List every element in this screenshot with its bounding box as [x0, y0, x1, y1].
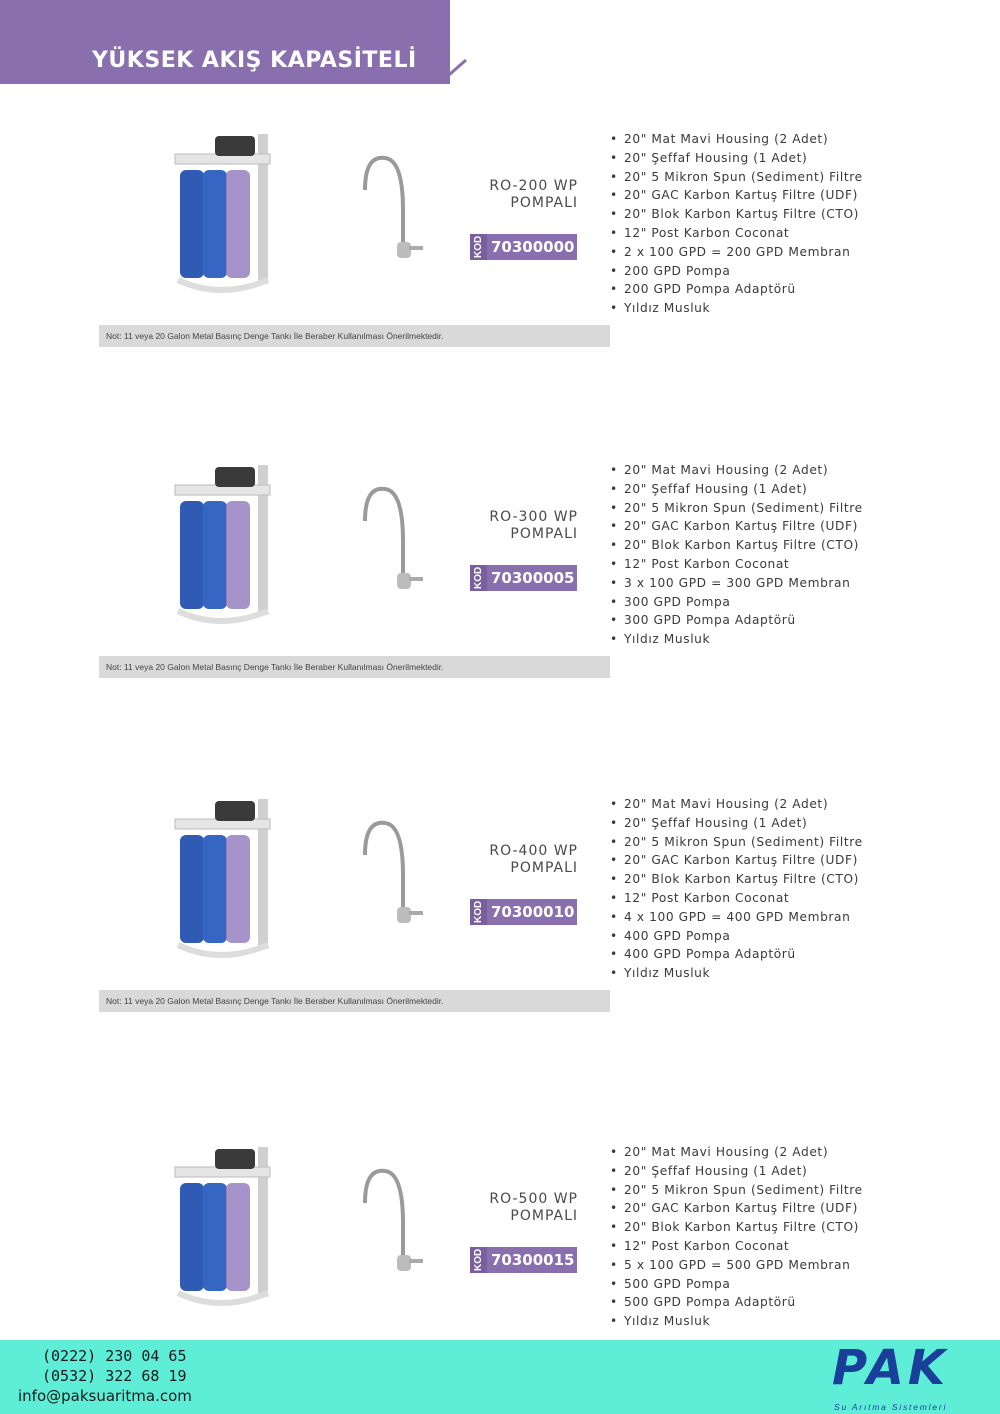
- list-item: • 200 GPD Pompa Adaptörü: [610, 282, 796, 297]
- list-item: • 2 x 100 GPD = 200 GPD Membran: [610, 244, 851, 259]
- usage-note: Not: 11 veya 20 Galon Metal Basınç Denge Tankı İle Beraber Kullanılması Önerilmektedir.: [99, 990, 610, 1012]
- model-name: RO-500 WP POMPALI: [489, 1191, 578, 1224]
- list-item: • 20" Şeffaf Housing (1 Adet): [610, 481, 808, 496]
- list-item: • 20" GAC Karbon Kartuş Filtre (UDF): [610, 853, 858, 868]
- contact-info: [18, 1346, 192, 1406]
- product-code: 70300000: [491, 238, 575, 256]
- usage-note: Not: 11 veya 20 Galon Metal Basınç Denge Tankı İle Beraber Kullanılması Önerilmektedir.: [99, 656, 610, 678]
- model-name: RO-200 WP POMPALI: [489, 178, 578, 211]
- list-item: • 20" Şeffaf Housing (1 Adet): [610, 1163, 808, 1178]
- list-item: • 300 GPD Pompa Adaptörü: [610, 613, 796, 628]
- faucet-image: [355, 815, 435, 930]
- product-code: 70300015: [491, 1251, 575, 1269]
- product-code-badge: KOD 70300005: [470, 565, 577, 591]
- list-item: • 20" Blok Karbon Kartuş Filtre (CTO): [610, 538, 859, 553]
- list-item: • 20" Mat Mavi Housing (2 Adet): [610, 132, 829, 146]
- product-block-3: [0, 795, 1000, 1025]
- list-item: • 20" 5 Mikron Spun (Sediment) Filtre: [610, 500, 863, 515]
- product-code-badge: KOD 70300015: [470, 1247, 577, 1273]
- faucet-image: [355, 150, 435, 265]
- footer: [0, 1340, 1000, 1414]
- list-item: • 20" 5 Mikron Spun (Sediment) Filtre: [610, 1182, 863, 1197]
- spec-list: [610, 130, 863, 318]
- list-item: • 20" 5 Mikron Spun (Sediment) Filtre: [610, 169, 863, 184]
- list-item: • 500 GPD Pompa: [610, 1276, 731, 1291]
- list-item: • 20" GAC Karbon Kartuş Filtre (UDF): [610, 519, 858, 534]
- list-item: • 300 GPD Pompa: [610, 594, 731, 609]
- spec-list: [610, 461, 863, 649]
- list-item: • 3 x 100 GPD = 300 GPD Membran: [610, 575, 851, 590]
- checkmark-icon: [430, 54, 470, 80]
- list-item: • 20" Blok Karbon Kartuş Filtre (CTO): [610, 207, 859, 222]
- list-item: • 400 GPD Pompa Adaptörü: [610, 947, 796, 962]
- product-block-2: [0, 461, 1000, 691]
- list-item: • 5 x 100 GPD = 500 GPD Membran: [610, 1257, 851, 1272]
- spec-list: [610, 1143, 863, 1331]
- list-item: • 4 x 100 GPD = 400 GPD Membran: [610, 909, 851, 924]
- list-item: • 200 GPD Pompa: [610, 263, 731, 278]
- list-item: • 20" Şeffaf Housing (1 Adet): [610, 815, 808, 830]
- product-code: 70300010: [491, 903, 575, 921]
- list-item: • 20" Mat Mavi Housing (2 Adet): [610, 797, 829, 811]
- list-item: • 12" Post Karbon Coconat: [610, 556, 790, 571]
- logo-text: PAK: [832, 1340, 950, 1396]
- product-block-1: [0, 130, 1000, 360]
- phone-number[interactable]: (0532) 322 68 19: [42, 1367, 187, 1385]
- list-item: • 500 GPD Pompa Adaptörü: [610, 1295, 796, 1310]
- spec-list: [610, 795, 863, 983]
- product-code-badge: KOD 70300000: [470, 234, 577, 260]
- faucet-image: [355, 481, 435, 596]
- list-item: • 20" Mat Mavi Housing (2 Adet): [610, 463, 829, 477]
- email-link[interactable]: info@paksuaritma.com: [18, 1387, 192, 1405]
- ro-unit-image: [170, 1143, 275, 1321]
- page-title: YÜKSEK AKIŞ KAPASİTELİ: [92, 48, 417, 73]
- list-item: • 20" Şeffaf Housing (1 Adet): [610, 150, 808, 165]
- model-name: RO-400 WP POMPALI: [489, 843, 578, 876]
- ro-unit-image: [170, 795, 275, 973]
- phone-number[interactable]: (0222) 230 04 65: [42, 1347, 187, 1365]
- list-item: • 20" Mat Mavi Housing (2 Adet): [610, 1145, 829, 1159]
- list-item: • 12" Post Karbon Coconat: [610, 890, 790, 905]
- company-logo: [832, 1340, 982, 1412]
- list-item: • Yıldız Musluk: [610, 966, 711, 981]
- list-item: • 12" Post Karbon Coconat: [610, 225, 790, 240]
- list-item: • 400 GPD Pompa: [610, 928, 731, 943]
- list-item: • 20" GAC Karbon Kartuş Filtre (UDF): [610, 1201, 858, 1216]
- ro-unit-image: [170, 461, 275, 639]
- usage-note: Not: 11 veya 20 Galon Metal Basınç Denge Tankı İle Beraber Kullanılması Önerilmektedir.: [99, 325, 610, 347]
- list-item: • Yıldız Musluk: [610, 632, 711, 647]
- product-block-4: [0, 1143, 1000, 1373]
- list-item: • 20" Blok Karbon Kartuş Filtre (CTO): [610, 872, 859, 887]
- list-item: • 20" GAC Karbon Kartuş Filtre (UDF): [610, 188, 858, 203]
- product-code-badge: KOD 70300010: [470, 899, 577, 925]
- ro-unit-image: [170, 130, 275, 308]
- list-item: • Yıldız Musluk: [610, 1314, 711, 1329]
- product-code: 70300005: [491, 569, 575, 587]
- list-item: • 20" 5 Mikron Spun (Sediment) Filtre: [610, 834, 863, 849]
- list-item: • 20" Blok Karbon Kartuş Filtre (CTO): [610, 1220, 859, 1235]
- faucet-image: [355, 1163, 435, 1278]
- model-name: RO-300 WP POMPALI: [489, 509, 578, 542]
- list-item: • 12" Post Karbon Coconat: [610, 1238, 790, 1253]
- list-item: • Yıldız Musluk: [610, 301, 711, 316]
- logo-subtitle: Su Arıtma Sistemleri: [834, 1402, 948, 1412]
